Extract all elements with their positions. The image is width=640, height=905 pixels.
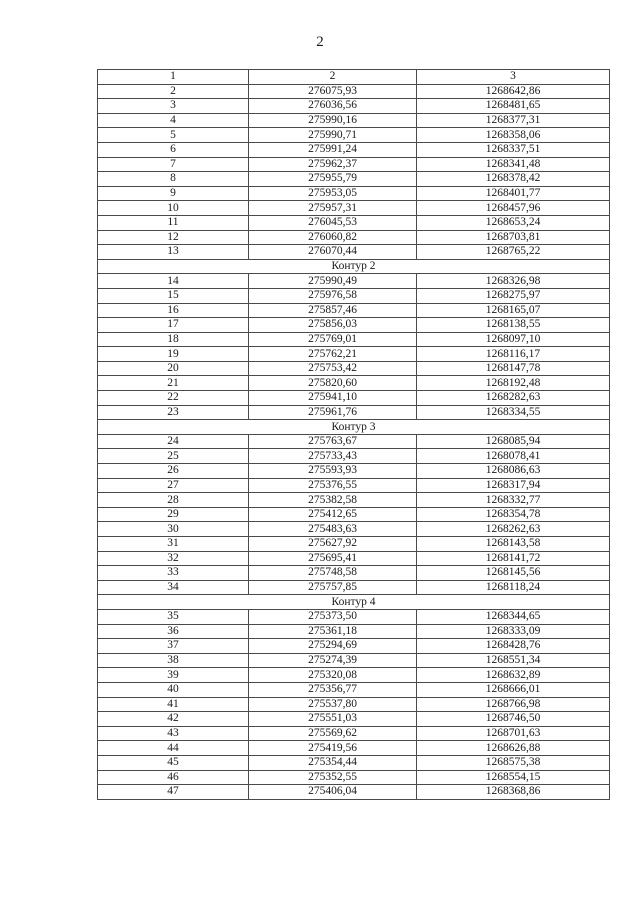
point-number-cell: 13 [98, 245, 249, 260]
point-number-cell: 21 [98, 376, 249, 391]
table-row [98, 449, 610, 464]
table-row [98, 522, 610, 537]
point-number-cell: 23 [98, 405, 249, 420]
x-coordinate-cell: 275856,03 [249, 318, 417, 333]
y-coordinate-cell: 1268282,63 [417, 391, 610, 406]
y-coordinate-cell: 1268554,15 [417, 770, 610, 785]
point-number-cell: 25 [98, 449, 249, 464]
table-row [98, 84, 610, 99]
y-coordinate-cell: 1268551,34 [417, 653, 610, 668]
y-coordinate-cell: 1268765,22 [417, 245, 610, 260]
x-coordinate-cell: 275537,80 [249, 697, 417, 712]
x-coordinate-cell: 275294,69 [249, 639, 417, 654]
table-section-row [98, 259, 610, 274]
coordinates-table-body [98, 70, 610, 800]
y-coordinate-cell: 1268332,77 [417, 493, 610, 508]
y-coordinate-cell: 1268481,65 [417, 99, 610, 114]
x-coordinate-cell: 275412,65 [249, 507, 417, 522]
point-number-cell: 12 [98, 230, 249, 245]
x-coordinate-cell: 275627,92 [249, 537, 417, 552]
x-coordinate-cell: 276075,93 [249, 84, 417, 99]
point-number-cell: 47 [98, 785, 249, 800]
table-row [98, 697, 610, 712]
table-row [98, 609, 610, 624]
table-row [98, 682, 610, 697]
y-coordinate-cell: 1268428,76 [417, 639, 610, 654]
point-number-cell: 36 [98, 624, 249, 639]
point-number-cell: 33 [98, 566, 249, 581]
header-cell-y: 3 [417, 70, 610, 85]
point-number-cell: 37 [98, 639, 249, 654]
table-row [98, 128, 610, 143]
x-coordinate-cell: 275991,24 [249, 142, 417, 157]
point-number-cell: 30 [98, 522, 249, 537]
y-coordinate-cell: 1268317,94 [417, 478, 610, 493]
section-label: Контур 4 [98, 595, 610, 610]
y-coordinate-cell: 1268642,86 [417, 84, 610, 99]
table-row [98, 755, 610, 770]
table-row [98, 303, 610, 318]
x-coordinate-cell: 275274,39 [249, 653, 417, 668]
y-coordinate-cell: 1268358,06 [417, 128, 610, 143]
point-number-cell: 4 [98, 113, 249, 128]
table-row [98, 376, 610, 391]
x-coordinate-cell: 275762,21 [249, 347, 417, 362]
y-coordinate-cell: 1268703,81 [417, 230, 610, 245]
y-coordinate-cell: 1268097,10 [417, 332, 610, 347]
header-cell-x: 2 [249, 70, 417, 85]
x-coordinate-cell: 275352,55 [249, 770, 417, 785]
table-row [98, 142, 610, 157]
point-number-cell: 11 [98, 215, 249, 230]
table-section-row [98, 595, 610, 610]
x-coordinate-cell: 275769,01 [249, 332, 417, 347]
y-coordinate-cell: 1268626,88 [417, 741, 610, 756]
y-coordinate-cell: 1268701,63 [417, 726, 610, 741]
x-coordinate-cell: 275373,50 [249, 609, 417, 624]
y-coordinate-cell: 1268653,24 [417, 215, 610, 230]
x-coordinate-cell: 275757,85 [249, 580, 417, 595]
y-coordinate-cell: 1268746,50 [417, 712, 610, 727]
y-coordinate-cell: 1268632,89 [417, 668, 610, 683]
y-coordinate-cell: 1268078,41 [417, 449, 610, 464]
y-coordinate-cell: 1268138,55 [417, 318, 610, 333]
x-coordinate-cell: 275957,31 [249, 201, 417, 216]
point-number-cell: 24 [98, 434, 249, 449]
table-row [98, 230, 610, 245]
point-number-cell: 6 [98, 142, 249, 157]
y-coordinate-cell: 1268333,09 [417, 624, 610, 639]
x-coordinate-cell: 275753,42 [249, 361, 417, 376]
x-coordinate-cell: 275990,16 [249, 113, 417, 128]
point-number-cell: 15 [98, 288, 249, 303]
x-coordinate-cell: 275941,10 [249, 391, 417, 406]
table-row [98, 478, 610, 493]
table-row [98, 639, 610, 654]
x-coordinate-cell: 275593,93 [249, 464, 417, 479]
table-row [98, 668, 610, 683]
point-number-cell: 28 [98, 493, 249, 508]
x-coordinate-cell: 276036,56 [249, 99, 417, 114]
point-number-cell: 5 [98, 128, 249, 143]
table-row [98, 245, 610, 260]
point-number-cell: 46 [98, 770, 249, 785]
table-row [98, 318, 610, 333]
point-number-cell: 9 [98, 186, 249, 201]
x-coordinate-cell: 276070,44 [249, 245, 417, 260]
point-number-cell: 44 [98, 741, 249, 756]
table-row [98, 726, 610, 741]
table-row [98, 551, 610, 566]
x-coordinate-cell: 275356,77 [249, 682, 417, 697]
point-number-cell: 17 [98, 318, 249, 333]
point-number-cell: 22 [98, 391, 249, 406]
x-coordinate-cell: 275551,03 [249, 712, 417, 727]
x-coordinate-cell: 275733,43 [249, 449, 417, 464]
point-number-cell: 19 [98, 347, 249, 362]
table-row [98, 347, 610, 362]
x-coordinate-cell: 275961,76 [249, 405, 417, 420]
y-coordinate-cell: 1268145,56 [417, 566, 610, 581]
y-coordinate-cell: 1268116,17 [417, 347, 610, 362]
header-cell-number: 1 [98, 70, 249, 85]
x-coordinate-cell: 275962,37 [249, 157, 417, 172]
point-number-cell: 26 [98, 464, 249, 479]
x-coordinate-cell: 275990,71 [249, 128, 417, 143]
x-coordinate-cell: 275820,60 [249, 376, 417, 391]
y-coordinate-cell: 1268086,63 [417, 464, 610, 479]
y-coordinate-cell: 1268575,38 [417, 755, 610, 770]
x-coordinate-cell: 275483,63 [249, 522, 417, 537]
point-number-cell: 34 [98, 580, 249, 595]
point-number-cell: 32 [98, 551, 249, 566]
y-coordinate-cell: 1268377,31 [417, 113, 610, 128]
x-coordinate-cell: 275990,49 [249, 274, 417, 289]
y-coordinate-cell: 1268766,98 [417, 697, 610, 712]
y-coordinate-cell: 1268326,98 [417, 274, 610, 289]
table-row [98, 712, 610, 727]
y-coordinate-cell: 1268147,78 [417, 361, 610, 376]
table-row [98, 405, 610, 420]
table-row [98, 537, 610, 552]
point-number-cell: 41 [98, 697, 249, 712]
point-number-cell: 40 [98, 682, 249, 697]
table-row [98, 99, 610, 114]
point-number-cell: 29 [98, 507, 249, 522]
table-row [98, 566, 610, 581]
point-number-cell: 2 [98, 84, 249, 99]
point-number-cell: 20 [98, 361, 249, 376]
table-row [98, 741, 610, 756]
y-coordinate-cell: 1268192,48 [417, 376, 610, 391]
point-number-cell: 38 [98, 653, 249, 668]
y-coordinate-cell: 1268262,63 [417, 522, 610, 537]
table-row [98, 493, 610, 508]
table-row [98, 507, 610, 522]
table-row [98, 464, 610, 479]
table-section-row [98, 420, 610, 435]
x-coordinate-cell: 276045,53 [249, 215, 417, 230]
table-row [98, 653, 610, 668]
table-row [98, 361, 610, 376]
x-coordinate-cell: 275419,56 [249, 741, 417, 756]
x-coordinate-cell: 275695,41 [249, 551, 417, 566]
table-row [98, 113, 610, 128]
point-number-cell: 3 [98, 99, 249, 114]
point-number-cell: 31 [98, 537, 249, 552]
y-coordinate-cell: 1268337,51 [417, 142, 610, 157]
table-row [98, 274, 610, 289]
point-number-cell: 35 [98, 609, 249, 624]
x-coordinate-cell: 275953,05 [249, 186, 417, 201]
x-coordinate-cell: 275569,62 [249, 726, 417, 741]
table-row [98, 172, 610, 187]
x-coordinate-cell: 275857,46 [249, 303, 417, 318]
x-coordinate-cell: 275763,67 [249, 434, 417, 449]
y-coordinate-cell: 1268378,42 [417, 172, 610, 187]
table-row [98, 288, 610, 303]
table-row [98, 785, 610, 800]
table-row [98, 770, 610, 785]
point-number-cell: 39 [98, 668, 249, 683]
y-coordinate-cell: 1268334,55 [417, 405, 610, 420]
table-row [98, 332, 610, 347]
y-coordinate-cell: 1268344,65 [417, 609, 610, 624]
y-coordinate-cell: 1268666,01 [417, 682, 610, 697]
y-coordinate-cell: 1268165,07 [417, 303, 610, 318]
x-coordinate-cell: 275376,55 [249, 478, 417, 493]
x-coordinate-cell: 275354,44 [249, 755, 417, 770]
table-row [98, 434, 610, 449]
point-number-cell: 8 [98, 172, 249, 187]
point-number-cell: 10 [98, 201, 249, 216]
table-header-row [98, 70, 610, 85]
point-number-cell: 42 [98, 712, 249, 727]
table-row [98, 157, 610, 172]
y-coordinate-cell: 1268141,72 [417, 551, 610, 566]
y-coordinate-cell: 1268143,58 [417, 537, 610, 552]
table-row [98, 580, 610, 595]
table-row [98, 186, 610, 201]
x-coordinate-cell: 276060,82 [249, 230, 417, 245]
x-coordinate-cell: 275320,08 [249, 668, 417, 683]
y-coordinate-cell: 1268275,97 [417, 288, 610, 303]
y-coordinate-cell: 1268401,77 [417, 186, 610, 201]
x-coordinate-cell: 275361,18 [249, 624, 417, 639]
x-coordinate-cell: 275976,58 [249, 288, 417, 303]
x-coordinate-cell: 275406,04 [249, 785, 417, 800]
y-coordinate-cell: 1268341,48 [417, 157, 610, 172]
x-coordinate-cell: 275955,79 [249, 172, 417, 187]
point-number-cell: 43 [98, 726, 249, 741]
table-row [98, 215, 610, 230]
y-coordinate-cell: 1268457,96 [417, 201, 610, 216]
point-number-cell: 14 [98, 274, 249, 289]
table-row [98, 391, 610, 406]
y-coordinate-cell: 1268354,78 [417, 507, 610, 522]
table-row [98, 624, 610, 639]
x-coordinate-cell: 275748,58 [249, 566, 417, 581]
table-row [98, 201, 610, 216]
point-number-cell: 18 [98, 332, 249, 347]
point-number-cell: 27 [98, 478, 249, 493]
y-coordinate-cell: 1268118,24 [417, 580, 610, 595]
y-coordinate-cell: 1268085,94 [417, 434, 610, 449]
section-label: Контур 2 [98, 259, 610, 274]
point-number-cell: 7 [98, 157, 249, 172]
point-number-cell: 16 [98, 303, 249, 318]
y-coordinate-cell: 1268368,86 [417, 785, 610, 800]
x-coordinate-cell: 275382,58 [249, 493, 417, 508]
coordinates-table [97, 69, 610, 800]
section-label: Контур 3 [98, 420, 610, 435]
point-number-cell: 45 [98, 755, 249, 770]
page-number: 2 [316, 34, 324, 50]
